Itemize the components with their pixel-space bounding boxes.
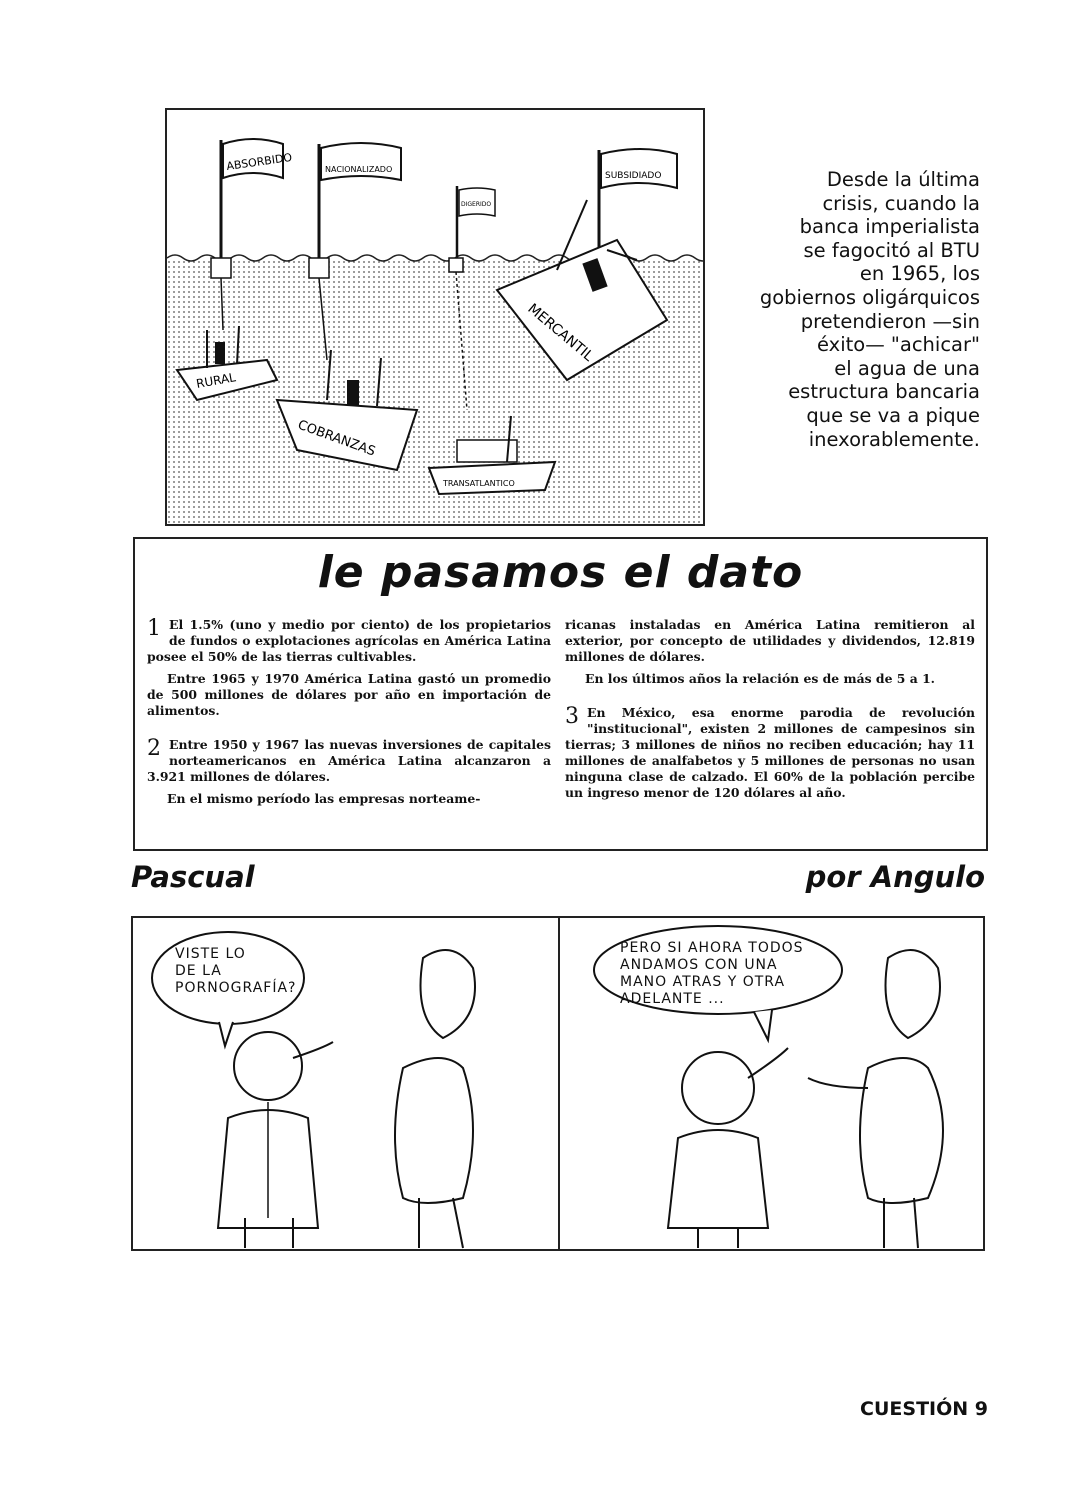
item-3 <box>565 705 975 801</box>
ship-label-4: MERCANTIL <box>524 300 597 365</box>
dato-box <box>133 537 988 851</box>
caption-line: estructura bancaria <box>788 380 980 404</box>
ship-label-3: TRANSATLANTICO <box>443 479 515 488</box>
cartoon-illustration <box>167 110 703 524</box>
caption-line: banca imperialista <box>799 215 980 239</box>
caption-line: gobiernos oligárquicos <box>759 285 980 309</box>
sinking-ships-cartoon <box>165 108 705 526</box>
caption-line: Desde la última <box>826 168 980 191</box>
bubble-line: ANDAMOS CON UNA <box>620 957 778 973</box>
caption-line: éxito— "achicar" <box>817 333 980 357</box>
caption-line: se fagocitó al BTU <box>803 238 980 262</box>
bubble-line: PERO SI AHORA TODOS <box>620 940 804 956</box>
strip-title: Pascual <box>131 860 255 894</box>
cartoon-caption <box>748 168 980 451</box>
item-2 <box>147 737 551 785</box>
caption-line: pretendieron —sin <box>800 309 980 333</box>
comic-panel-1 <box>133 918 560 1249</box>
caption-line: que se va a pique <box>806 403 980 427</box>
bubble-line: ADELANTE ... <box>620 991 725 1007</box>
dato-title: le pasamos el dato <box>317 547 804 598</box>
paragraph: En el mismo período las empresas norteame- <box>167 791 481 806</box>
caption-line: crisis, cuando la <box>822 191 980 215</box>
speech-bubble-2 <box>620 940 804 1008</box>
strip-author: por Angulo <box>805 860 985 894</box>
item-text: Entre 1950 y 1967 las nuevas inversiones de capitales norteamericanos en América Latina alcanzaron a 3.921 millones de dólares. <box>147 737 551 784</box>
item-1 <box>147 617 551 665</box>
item-text: En México, esa enorme parodia de revolución "institucional", existen 2 millones de campesinos sin tierras; 3 millones de niños no reciben educación; hay 11 millones de analfabetos y 5 millones de personas no usan ninguna clase de calzado. El 60% de la población percibe un ingreso menor de 120 dólares al año. <box>565 705 975 800</box>
bubble-line: DE LA <box>175 963 222 979</box>
item-number: 3 <box>565 704 579 729</box>
comic-panel-2 <box>558 918 983 1249</box>
page-footer: CUESTIÓN 9 <box>860 1398 988 1420</box>
flag-label-4: SUBSIDIADO <box>605 171 662 181</box>
comic-strip <box>131 916 985 1251</box>
caption-line: el agua de una <box>834 356 980 380</box>
ship-label-2: COBRANZAS <box>295 417 378 460</box>
bubble-line: MANO ATRAS Y OTRA <box>620 974 786 990</box>
dato-column-1 <box>147 617 551 813</box>
flag-label-3: DIGERIDO <box>461 201 492 208</box>
bubble-line: VISTE LO <box>175 946 246 962</box>
bubble-line: PORNOGRAFÍA? <box>175 980 297 996</box>
flag-label-1: ABSORBIDO <box>225 150 293 173</box>
caption-line: inexorablemente. <box>808 427 980 451</box>
flag-label-2: NACIONALIZADO <box>325 165 393 174</box>
speech-bubble-1 <box>175 946 296 997</box>
dato-column-2 <box>565 617 975 807</box>
item-number: 2 <box>147 736 161 761</box>
caption-line: en 1965, los <box>859 262 980 286</box>
item-text: El 1.5% (uno y medio por ciento) de los propietarios de fundos o explotaciones agrícolas en América Latina posee el 50% de las tierras cultivables. <box>147 617 551 664</box>
paragraph: Entre 1965 y 1970 América Latina gastó un promedio de 500 millones de dólares por año en importación de alimentos. <box>147 671 551 718</box>
item-number: 1 <box>147 616 161 641</box>
paragraph: ricanas instaladas en América Latina remitieron al exterior, por concepto de utilidades y dividendos, 12.819 millones de dólares. <box>565 617 975 664</box>
ship-label-1: RURAL <box>195 370 237 391</box>
paragraph: En los últimos años la relación es de más de 5 a 1. <box>585 671 935 686</box>
